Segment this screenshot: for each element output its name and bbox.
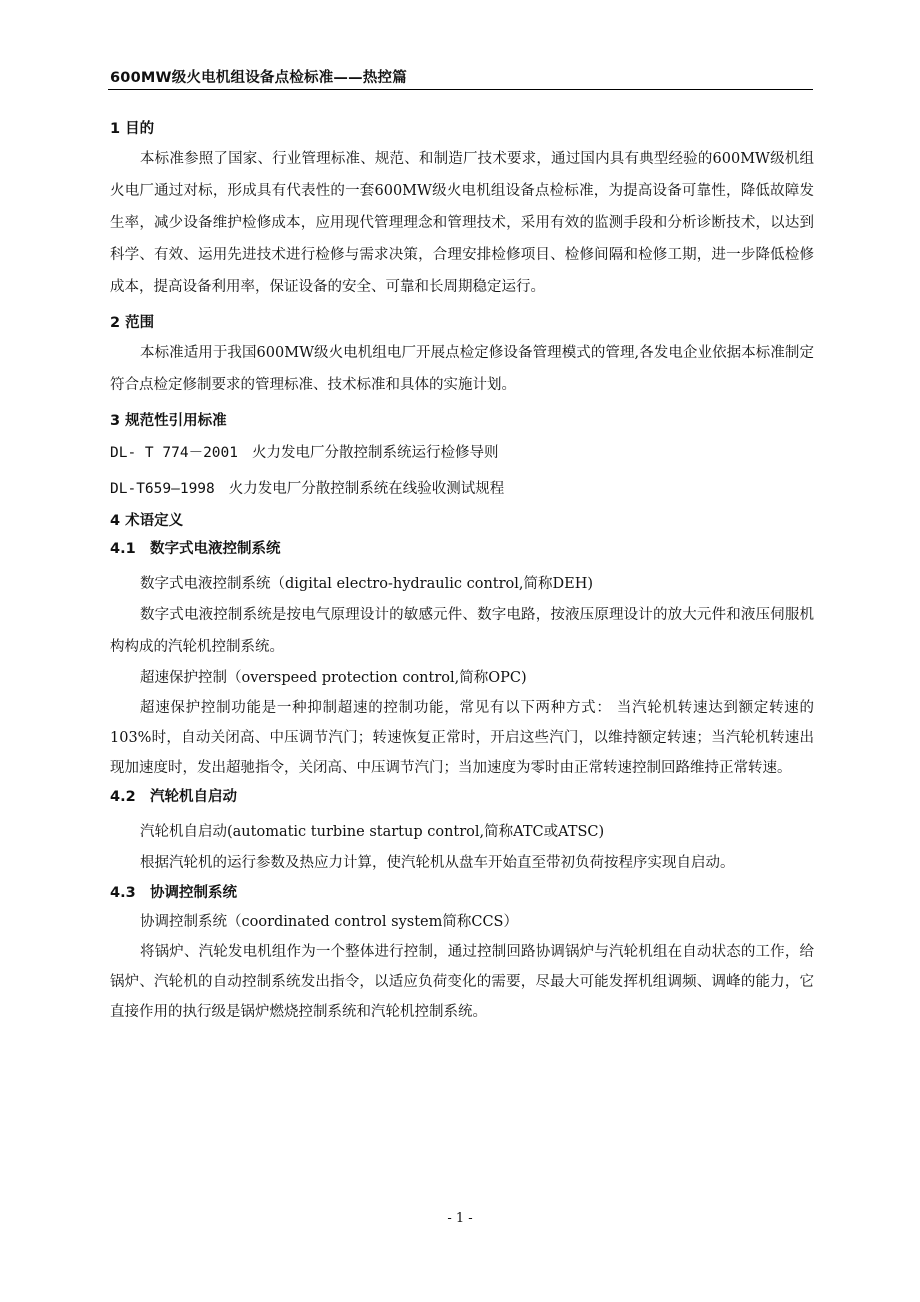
subsection-number: 4.3 bbox=[110, 885, 136, 901]
definition-opc: 超速保护控制功能是一种抑制超速的控制功能，常见有以下两种方式： 当汽轮机转速达到额定转速的103%时，自动关闭高、中压调节汽门；转速恢复正常时，开启这些汽门，以维持额定转速；当汽轮机转速出现加速度时，发出超驰指令，关闭高、中压调节汽门；当加速度为零时由正常转速控制回路维持正常转速。 bbox=[110, 700, 814, 776]
header-divider bbox=[108, 89, 813, 90]
term-deh: 数字式电液控制系统（digital electro-hydraulic control,简称DEH) bbox=[140, 576, 594, 592]
document-body bbox=[110, 115, 814, 1027]
definition-atc: 根据汽轮机的运行参数及热应力计算，使汽轮机从盘车开始直至带初负荷按程序实现自启动。 bbox=[140, 855, 735, 871]
reference-title: 火力发电厂分散控制系统在线验收测试规程 bbox=[228, 481, 505, 497]
subsection-heading-ccs bbox=[110, 879, 814, 907]
section-heading-terms: 4 术语定义 bbox=[110, 513, 184, 529]
scope-paragraph: 本标准适用于我国600MW级火电机组电厂开展点检定修设备管理模式的管理,各发电企业依据本标准制定符合点检定修制要求的管理标准、技术标准和具体的实施计划。 bbox=[110, 345, 814, 393]
definition-deh: 数字式电液控制系统是按电气原理设计的敏感元件、数字电路，按液压原理设计的放大元件和液压伺服机构构成的汽轮机控制系统。 bbox=[110, 607, 814, 655]
subsection-title: 数字式电液控制系统 bbox=[150, 541, 281, 557]
subsection-title: 协调控制系统 bbox=[150, 885, 237, 901]
section-heading-purpose: 1 目的 bbox=[110, 121, 155, 137]
subsection-heading-atc bbox=[110, 783, 814, 811]
section-heading-scope: 2 范围 bbox=[110, 315, 155, 331]
subsection-number: 4.1 bbox=[110, 541, 136, 557]
term-ccs: 协调控制系统（coordinated control system简称CCS） bbox=[140, 914, 518, 930]
reference-code: DL- T 774－2001 bbox=[110, 445, 238, 461]
term-atc: 汽轮机自启动(automatic turbine startup control,简称ATC或ATSC) bbox=[140, 824, 605, 840]
section-heading-references: 3 规范性引用标准 bbox=[110, 413, 227, 429]
document-header-title: 600MW级火电机组设备点检标准——热控篇 bbox=[110, 70, 407, 86]
purpose-paragraph: 本标准参照了国家、行业管理标准、规范、和制造厂技术要求，通过国内具有典型经验的600MW级机组火电厂通过对标，形成具有代表性的一套600MW级火电机组设备点检标准，为提高设备可靠性，降低故障发生率，减少设备维护检修成本，应用现代管理理念和管理技术，采用有效的监测手段和分析诊断技术，以达到科学、有效、运用先进技术进行检修与需求决策，合理安排检修项目、检修间隔和检修工期，进一步降低检修成本，提高设备利用率，保证设备的安全、可靠和长周期稳定运行。 bbox=[110, 151, 814, 295]
page-number: - 1 - bbox=[447, 1211, 473, 1226]
subsection-title: 汽轮机自启动 bbox=[150, 789, 237, 805]
reference-code: DL-T659—1998 bbox=[110, 481, 215, 497]
term-opc: 超速保护控制（overspeed protection control,简称OPC) bbox=[140, 670, 527, 686]
subsection-number: 4.2 bbox=[110, 789, 136, 805]
reference-item bbox=[110, 435, 814, 471]
subsection-heading-deh bbox=[110, 535, 814, 563]
definition-ccs: 将锅炉、汽轮发电机组作为一个整体进行控制，通过控制回路协调锅炉与汽轮机组在自动状态的工作，给锅炉、汽轮机的自动控制系统发出指令，以适应负荷变化的需要，尽最大可能发挥机组调频、调峰的能力，它直接作用的执行级是锅炉燃烧控制系统和汽轮机控制系统。 bbox=[110, 944, 814, 1020]
reference-title: 火力发电厂分散控制系统运行检修导则 bbox=[252, 445, 499, 461]
reference-item bbox=[110, 471, 814, 507]
